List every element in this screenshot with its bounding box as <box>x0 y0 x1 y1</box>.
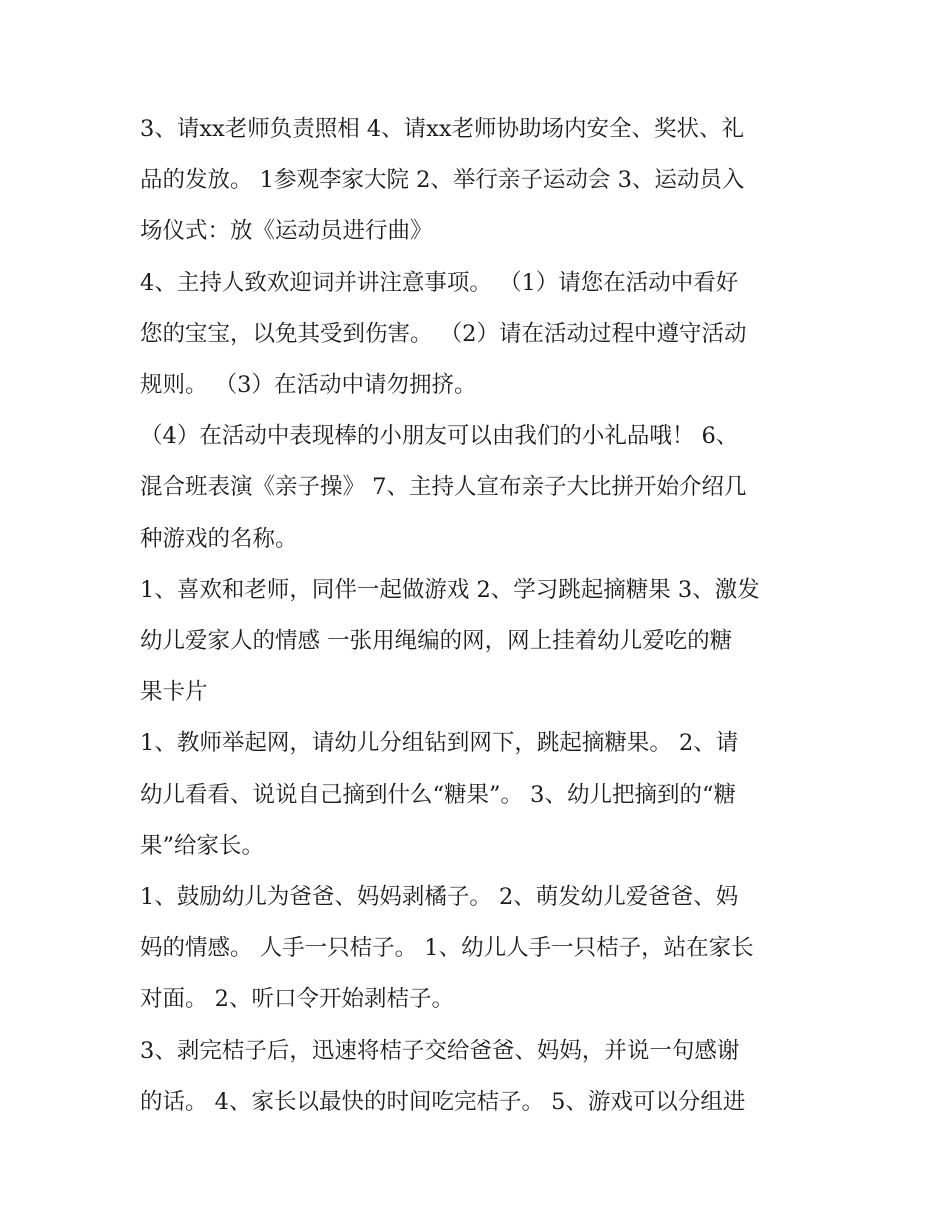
paragraph-3: （4）在活动中表现棒的小朋友可以由我们的小礼品哦！ 6、 混合班表演《亲子操》 7、主持人宣布亲子大比拼开始介绍几 种游戏的名称。 <box>140 423 747 552</box>
paragraph-5: 1、教师举起网，请幼儿分组钻到网下，跳起摘糖果。 2、请 幼儿看看、说说自己摘到什么“糖果”。 3、幼儿把摘到的“糖 果”给家长。 <box>140 730 739 859</box>
paragraph-1: 3、请xx老师负责照相 4、请xx老师协助场内安全、奖状、礼 品的发放。 1参观李家大院 2、举行亲子运动会 3、运动员入 场仪式：放《运动员进行曲》 <box>140 116 745 245</box>
paragraph-2: 4、主持人致欢迎词并讲注意事项。 （1）请您在活动中看好 您的宝宝，以免其受到伤害。 （2）请在活动过程中遵守活动 规则。 （3）在活动中请勿拥挤。 <box>140 269 747 399</box>
paragraph-6: 1、鼓励幼儿为爸爸、妈妈剥橘子。 2、萌发幼儿爱爸爸、妈 妈的情感。 人手一只桔子。 1、幼儿人手一只桔子，站在家长 对面。 2、听口令开始剥桔子。 <box>140 884 754 1013</box>
body-text <box>140 104 812 1128</box>
paragraph-7: 3、剥完桔子后，迅速将桔子交给爸爸、妈妈，并说一句感谢 的话。 4、家长以最快的时间吃完桔子。 5、游戏可以分组进 <box>140 1037 746 1115</box>
paragraph-4: 1、喜欢和老师，同伴一起做游戏 2、学习跳起摘糖果 3、激发 幼儿爱家人的情感 一张用绳编的网，网上挂着幼儿爱吃的糖 果卡片 <box>140 576 760 706</box>
